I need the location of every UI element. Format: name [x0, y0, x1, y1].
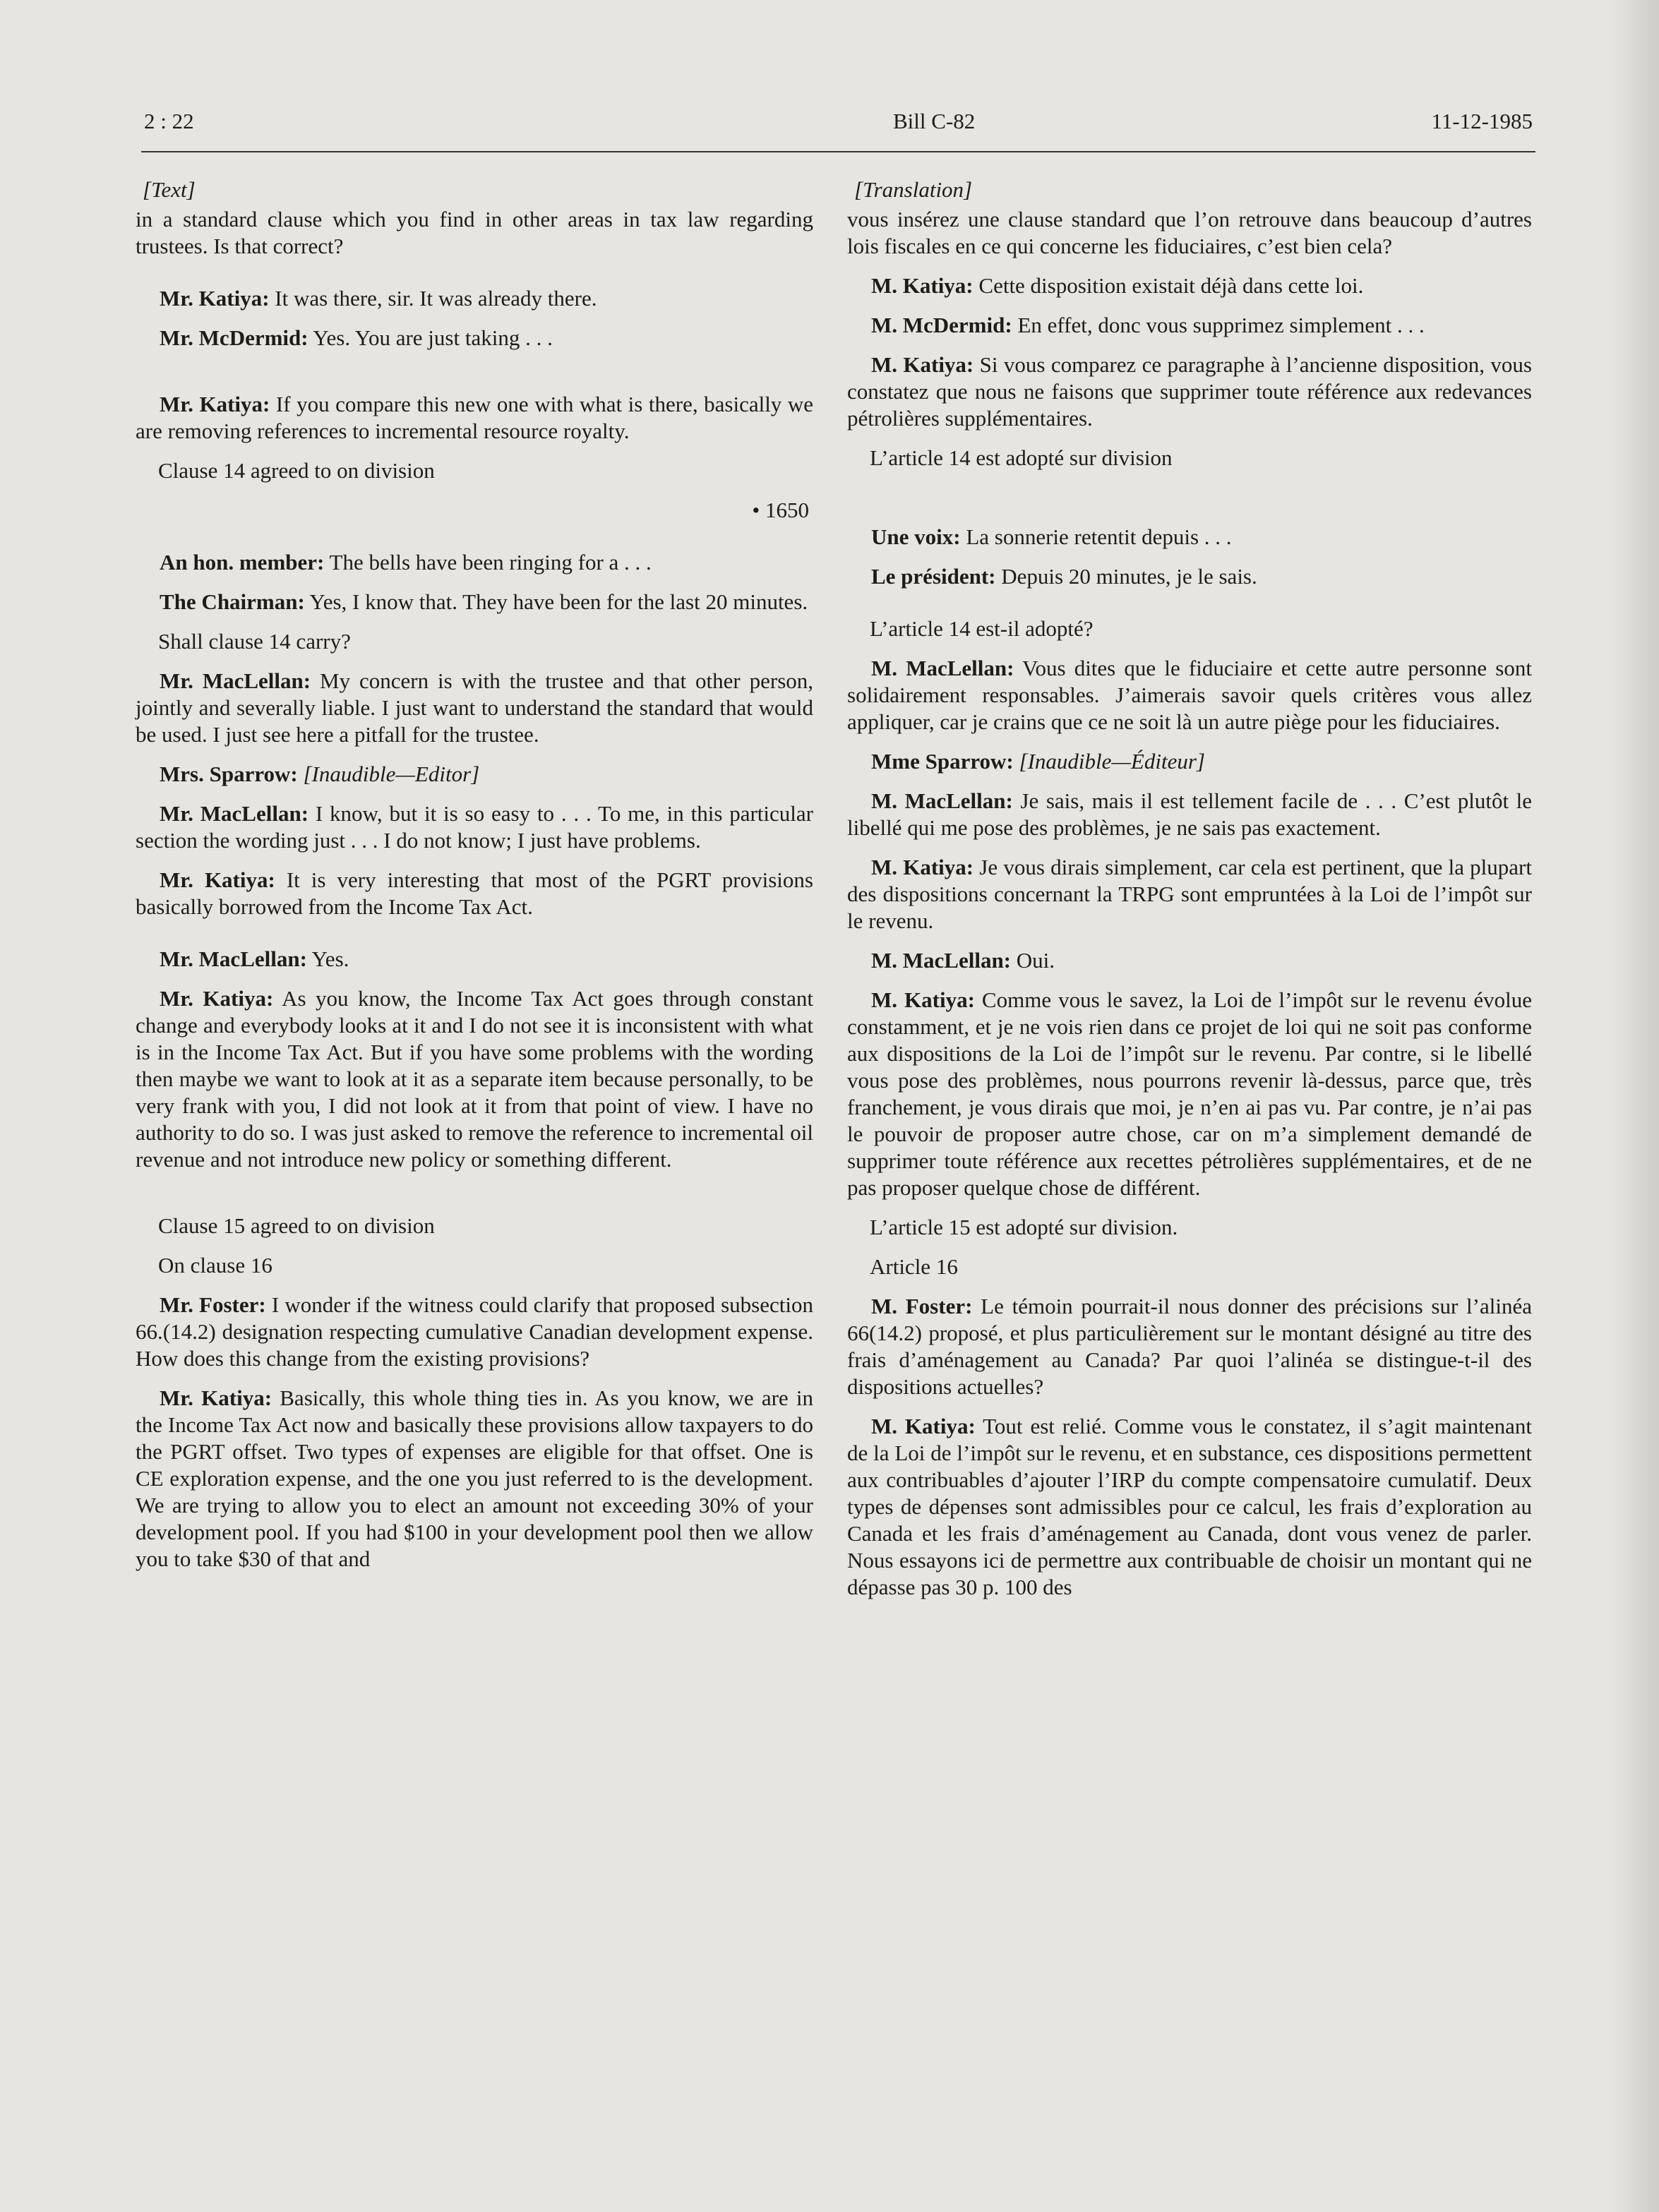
paragraph: Mr. MacLellan: My concern is with the trustee and that other person, jointly and severally liable. I just want to understand the standard that would be used. I just see here a pitfall for the trustee. [136, 668, 814, 747]
paragraph: An hon. member: The bells have been ringing for a . . . [160, 550, 652, 575]
speaker: M. Foster: [871, 1294, 973, 1318]
paragraph: M. Katiya: Si vous comparez ce paragraphe à l’ancienne disposition, vous constatez que nous ne faisons que supprimer toute référence aux redevances pétrolières supplémentaires. [847, 352, 1532, 431]
clause-item: Clause 14 agreed to on division [158, 458, 435, 483]
question-item: Shall clause 14 carry? [158, 629, 351, 654]
paragraph: Mr. Katiya: As you know, the Income Tax Act goes through constant change and everybody looks at it and I do not see it is inconsistent with what is in the Income Tax Act. But if you have some problems with the wording then maybe we want to look at it as a separate item because personally, to be very frank with you, I did not look at it from that point of view. I have no authority to do so. I was just asked to remove the reference to incremental oil revenue and not introduce new policy or something different. [136, 986, 814, 1172]
clause-item: Clause 15 agreed to on division [158, 1213, 435, 1238]
paragraph: Mr. Katiya: Basically, this whole thing ties in. As you know, we are in the Income Tax Act now and basically these provisions allow taxpayers to do the PGRT offset. Two types of expenses are eligible for that offset. One is CE exploration expense, and the one you just referred to is the development. We are trying to allow you to elect an amount not exceeding 30% of your development pool. If you had $100 in your development pool then we allow you to take $30 of that and [136, 1385, 814, 1571]
paragraph: Mr. Katiya: If you compare this new one with what is there, basically we are removing references to incremental resource royalty. [136, 392, 813, 443]
paragraph: M. MacLellan: Je sais, mais il est tellement facile de . . . C’est plutôt le libellé qui me pose des problèmes, je ne sais pas exactement. [847, 788, 1533, 840]
paragraph: M. Katiya: Je vous dirais simplement, car cela est pertinent, que la plupart des dispositions concernant la TRPG sont empruntées à la Loi de l’impôt sur le revenu. [847, 855, 1532, 933]
speaker: Mr. Katiya: [160, 286, 270, 311]
speaker: M. Katiya: [871, 273, 974, 298]
speaker: The Chairman: [160, 589, 305, 614]
language-label: [Text] [143, 177, 196, 202]
speaker: M. Katiya: [871, 987, 975, 1012]
paragraph: Mr. MacLellan: Yes. [160, 946, 349, 971]
speaker: Mr. MacLellan: [160, 668, 311, 693]
speaker: Mr. Katiya: [160, 392, 270, 416]
paragraph: M. Katiya: Cette disposition existait déjà dans cette loi. [871, 273, 1364, 298]
question-item: L’article 14 est-il adopté? [870, 616, 1094, 641]
french-column [847, 176, 1532, 1601]
speaker: M. MacLellan: [871, 948, 1012, 973]
paragraph: Mr. Katiya: It is very interesting that most of the PGRT provisions basically borrowed from the Income Tax Act. [136, 867, 813, 919]
speaker: Mr. Foster: [160, 1292, 266, 1317]
paragraph: Mr. Katiya: It was there, sir. It was already there. [160, 286, 597, 311]
paragraph: vous insérez une clause standard que l’on retrouve dans beaucoup d’autres lois fiscales en ce qui concerne les fiduciaires, c’est bien cela? [847, 207, 1532, 258]
clause-item: L’article 15 est adopté sur division. [870, 1215, 1178, 1239]
paragraph: The Chairman: Yes, I know that. They have been for the last 20 minutes. [160, 589, 808, 614]
language-label: [Translation] [854, 177, 973, 202]
paragraph: Mr. Foster: I wonder if the witness could clarify that proposed subsection 66.(14.2) designation respecting cumulative Canadian development expense. How does this change from the existing provisions? [136, 1292, 813, 1371]
paragraph: Une voix: La sonnerie retentit depuis . . . [871, 524, 1232, 549]
speaker: Le président: [871, 564, 996, 589]
speaker: M. Katiya: [871, 1414, 976, 1438]
paragraph: M. MacLellan: Oui. [871, 948, 1055, 973]
paragraph: Mr. McDermid: Yes. You are just taking . . . [160, 325, 553, 350]
speaker: Mr. Katiya: [160, 1385, 272, 1410]
paragraph: Le président: Depuis 20 minutes, je le sais. [871, 564, 1257, 589]
paragraph: M. Foster: Le témoin pourrait-il nous donner des précisions sur l’alinéa 66(14.2) proposé, et plus particulièrement sur le montant désigné au titre des frais d’aménagement au Canada? Par quoi l’alinéa se distingue-t-il des dispositions actuelles? [847, 1294, 1532, 1399]
speaker: Mrs. Sparrow: [160, 762, 298, 786]
clause-item: L’article 14 est adopté sur division [870, 445, 1173, 470]
paragraph: Mrs. Sparrow: [Inaudible—Editor] [160, 762, 480, 786]
speaker: M. MacLellan: [871, 788, 1013, 813]
bill-title: Bill C-82 [893, 109, 976, 133]
english-column [136, 176, 813, 1573]
speaker: An hon. member: [160, 550, 325, 575]
speaker: M. McDermid: [871, 313, 1012, 337]
speaker: Mr. Katiya: [160, 986, 274, 1011]
page-header [141, 106, 1535, 152]
page-edge-shadow [1610, 0, 1659, 2212]
paragraph: M. MacLellan: Vous dites que le fiduciaire et cette autre personne sont solidairement responsables. J’aimerais savoir quels critères vous allez appliquer, car je crains que ce ne soit là un autre piège pour les fiduciaires. [847, 656, 1532, 734]
paragraph: M. Katiya: Tout est relié. Comme vous le constatez, il s’agit maintenant de la Loi de l’impôt sur le revenu, et en substance, ces dispositions permettent aux contribuables d’ajouter l’IRP du compte compensatoire cumulatif. Deux types de dépenses sont admissibles pour ce calcul, les frais d’exploration au Canada et les frais d’aménagement au Canada, dont vous venez de parler. Nous essayons ici de permettre aux contribuable de choisir un montant qui ne dépasse pas 30 p. 100 des [847, 1414, 1532, 1599]
paragraph: in a standard clause which you find in other areas in tax law regarding trustees. Is that correct? [136, 207, 813, 258]
speaker: Mr. MacLellan: [160, 946, 307, 971]
paragraph: Mr. MacLellan: I know, but it is so easy to . . . To me, in this particular section the wording just . . . I do not know; I just have problems. [136, 801, 813, 853]
paragraph: Mme Sparrow: [Inaudible—Éditeur] [871, 749, 1205, 774]
paragraph: M. Katiya: Comme vous le savez, la Loi de l’impôt sur le revenu évolue constamment, et je ne vois rien dans ce projet de loi qui ne soit pas conforme aux dispositions de la Loi de l’impôt sur le revenu. Par contre, si le libellé vous pose des problèmes, nous pourrons revenir là-dessus, parce que, très franchement, je vous dirais que moi, je n’en ai pas vu. Par contre, je n’ai pas le pouvoir de proposer autre chose, car on m’a simplement demandé de supprimer toute référence aux recettes pétrolières supplémentaires, et de ne pas proposer quelque chose de différent. [847, 987, 1532, 1200]
timestamp: • 1650 [752, 498, 809, 522]
speaker: Mr. McDermid: [160, 325, 309, 350]
speaker: M. Katiya: [871, 855, 974, 879]
speaker: M. Katiya: [871, 352, 974, 377]
speaker: M. MacLellan: [871, 656, 1014, 680]
speaker: Mr. Katiya: [160, 867, 275, 892]
page-date: 11-12-1985 [1431, 109, 1533, 133]
clause-item: On clause 16 [158, 1253, 272, 1278]
clause-item: Article 16 [870, 1254, 958, 1279]
speaker: Une voix: [871, 524, 961, 549]
speaker: Mr. MacLellan: [160, 801, 309, 826]
paragraph: M. McDermid: En effet, donc vous supprimez simplement . . . [871, 313, 1425, 337]
page-number: 2 : 22 [144, 109, 194, 133]
speaker: Mme Sparrow: [871, 749, 1014, 774]
